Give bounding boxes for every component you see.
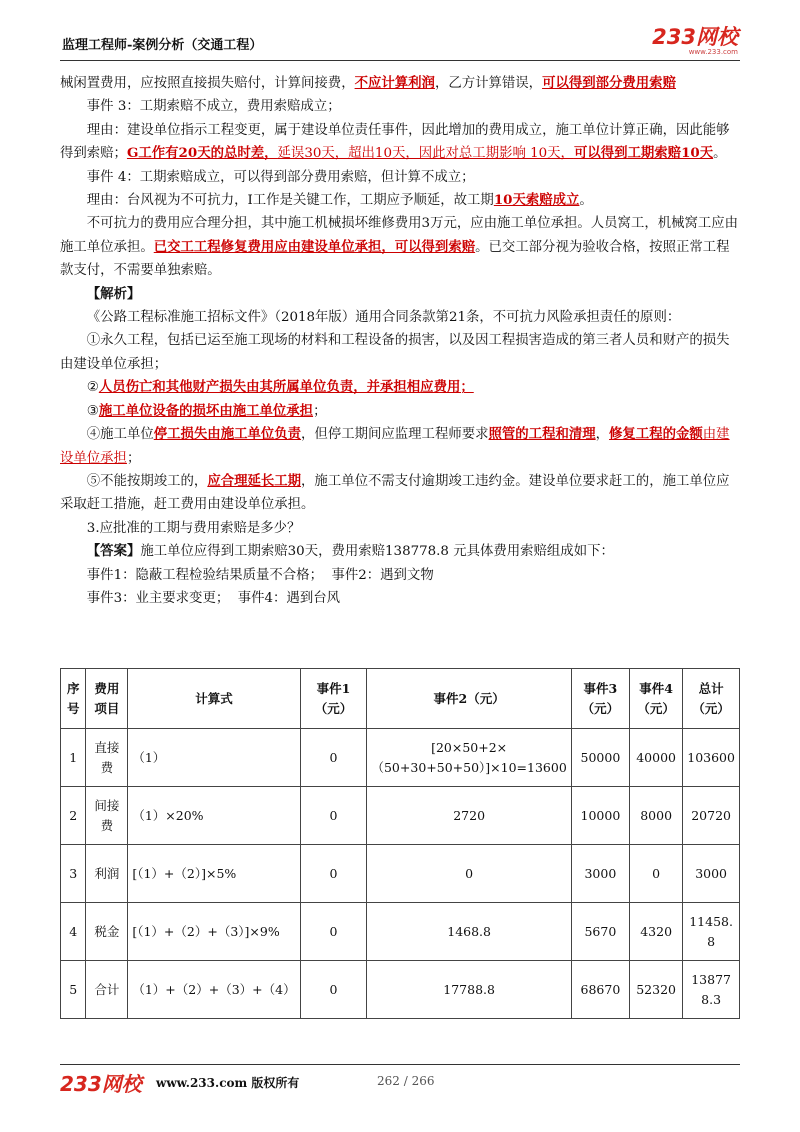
table-cell: 0 [300, 903, 367, 961]
table-cell: 0 [300, 845, 367, 903]
paragraph: 《公路工程标准施工招标文件》（2018年版）通用合同条款第21条，不可抗力风险承担责任的原则： [86, 310, 681, 326]
table-row [61, 845, 740, 903]
rule-item: ④施工单位停工损失由施工单位负责，但停工期间应监理工程师要求照管的工程和清理，修复工程的金额由建设单位承担； [60, 426, 730, 466]
page-footer [60, 1066, 740, 1096]
table-cell: 52320 [630, 961, 683, 1019]
logo-text: 233网校 [652, 25, 738, 49]
table-row [61, 903, 740, 961]
column-header: 事件1（元） [300, 669, 367, 729]
paragraph: 事件 4：工期索赔成立，可以得到部分费用索赔，但计算不成立； [86, 169, 475, 185]
table-cell: 4320 [630, 903, 683, 961]
table-cell: 68670 [571, 961, 629, 1019]
table-cell: 2 [61, 787, 86, 845]
document-title: 监理工程师-案例分析（交通工程） [62, 38, 263, 53]
paragraph: 不可抗力的费用应合理分担，其中施工机械损坏维修费用3万元，应由施工单位承担。人员窝工，机械窝工应由施工单位承担。已交工工程修复费用应由建设单位承担，可以得到索赔。已交工部分视为验收合格，按照正常工程款支付，不需要单独索赔。 [60, 216, 739, 279]
table-cell: 利润 [86, 845, 128, 903]
events-line: 事件1：隐蔽工程检验结果质量不合格； 事件2：遇到文物 [86, 567, 434, 583]
table-cell: [20×50+2×（50+30+50+50）]×10=13600 [367, 729, 571, 787]
rule-item: ②人员伤亡和其他财产损失由其所属单位负责，并承担相应费用； [86, 379, 474, 396]
table-cell: 0 [367, 845, 571, 903]
column-header: 计算式 [128, 669, 300, 729]
events-line: 事件3：业主要求变更； 事件4：遇到台风 [86, 590, 340, 606]
column-header: 事件2（元） [367, 669, 571, 729]
rule-item: ①永久工程，包括已运至施工现场的材料和工程设备的损害，以及因工程损害造成的第三者人员和财产的损失由建设单位承担； [60, 333, 730, 372]
column-header: 事件4（元） [630, 669, 683, 729]
table-cell: （1）+（2）+（3）+（4） [128, 961, 300, 1019]
column-header: 费用项目 [86, 669, 128, 729]
page-header [60, 26, 740, 58]
table-cell: 17788.8 [367, 961, 571, 1019]
table-cell: 3000 [683, 845, 740, 903]
table-header-row [61, 669, 740, 729]
table-cell: 138778.3 [683, 961, 740, 1019]
rule-item: ⑤不能按期竣工的，应合理延长工期，施工单位不需支付逾期竣工违约金。建设单位要求赶工的，施工单位应采取赶工措施，赶工费用由建设单位承担。 [60, 472, 730, 513]
table-cell: 5670 [571, 903, 629, 961]
footer-logo: 233网校 [60, 1072, 142, 1096]
table-row [61, 787, 740, 845]
table-cell: （1）×20% [128, 787, 300, 845]
table-cell: 0 [300, 961, 367, 1019]
table-cell: 2720 [367, 787, 571, 845]
table-cell: 1 [61, 729, 86, 787]
page-number: 262 / 266 [377, 1074, 435, 1088]
table-cell: 40000 [630, 729, 683, 787]
section-heading: 【解析】 [86, 285, 141, 302]
question: 3.应批准的工期与费用索赔是多少？ [86, 520, 301, 536]
document-body [60, 72, 740, 610]
table-cell: 10000 [571, 787, 629, 845]
table-cell: [（1）+（2）]×5% [128, 845, 300, 903]
table-cell: 8000 [630, 787, 683, 845]
logo-url: www.233.com [688, 48, 738, 56]
paragraph: 理由：建设单位指示工程变更，属于建设单位责任事件，因此增加的费用成立，施工单位计算正确，因此能够得到索赔；G工作有20天的总时差，延误30天，超出10天，因此对总工期影响 10天，可以得到工期索赔10天。 [60, 122, 730, 162]
table-cell: 税金 [86, 903, 128, 961]
footer-copyright: www.233.com 版权所有 [156, 1076, 300, 1090]
brand-logo [652, 26, 738, 56]
table-cell: 4 [61, 903, 86, 961]
table-cell: 3000 [571, 845, 629, 903]
table-cell: （1） [128, 729, 300, 787]
header-rule [60, 60, 740, 61]
paragraph: 事件 3：工期索赔不成立，费用索赔成立； [86, 99, 341, 115]
column-header: 事件3（元） [571, 669, 629, 729]
table-cell: 50000 [571, 729, 629, 787]
table-cell: 0 [630, 845, 683, 903]
paragraph: 械闲置费用，应按照直接损失赔付，计算间接费，不应计算利润，乙方计算错误，可以得到部分费用索赔 [60, 75, 676, 91]
answer: 【答案】施工单位应得到工期索赔30天，费用索赔138778.8 元具体费用索赔组成如下： [86, 543, 614, 560]
table-cell: 11458.8 [683, 903, 740, 961]
table-cell: 合计 [86, 961, 128, 1019]
table-cell: 0 [300, 787, 367, 845]
cost-table [60, 668, 740, 1019]
table-cell: 5 [61, 961, 86, 1019]
column-header: 序号 [61, 669, 86, 729]
footer-rule [60, 1064, 740, 1065]
rule-item: ③施工单位设备的损坏由施工单位承担； [86, 402, 327, 419]
column-header: 总计（元） [683, 669, 740, 729]
table-cell: 1468.8 [367, 903, 571, 961]
table-cell: [（1）+（2）+（3）]×9% [128, 903, 300, 961]
paragraph: 理由：台风视为不可抗力，I工作是关键工作，工期应予顺延，故工期10天索赔成立。 [86, 192, 593, 209]
table-cell: 间接费 [86, 787, 128, 845]
table-cell: 0 [300, 729, 367, 787]
table-cell: 20720 [683, 787, 740, 845]
table-cell: 103600 [683, 729, 740, 787]
table-row [61, 961, 740, 1019]
table-cell: 3 [61, 845, 86, 903]
table-cell: 直接费 [86, 729, 128, 787]
table-row [61, 729, 740, 787]
